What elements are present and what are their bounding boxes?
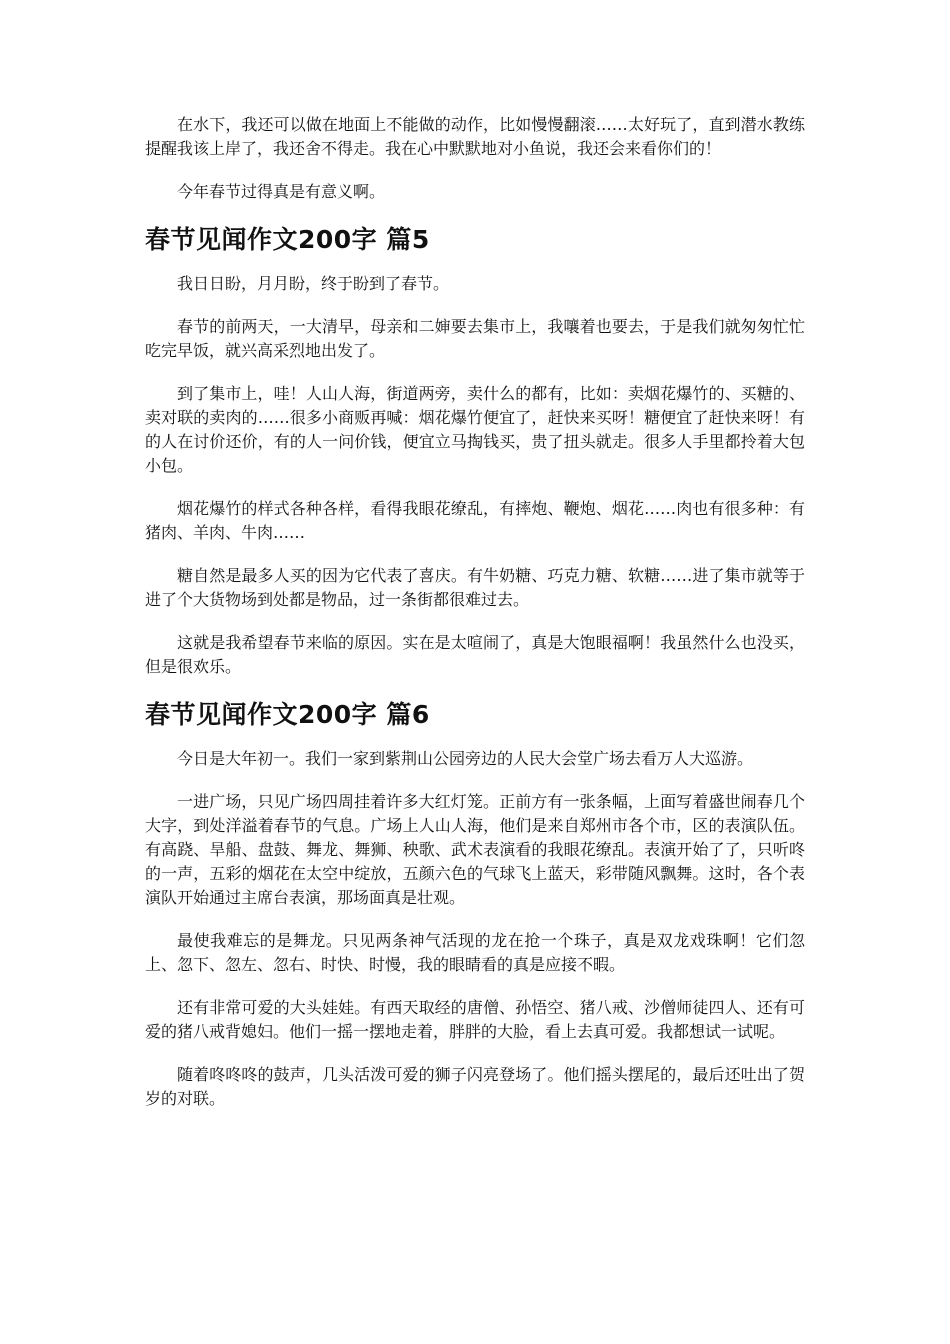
paragraph: 糖自然是最多人买的因为它代表了喜庆。有牛奶糖、巧克力糖、软糖……进了集市就等于进了个大货物场到处都是物品，过一条街都很难过去。 — [145, 566, 805, 609]
paragraph: 随着咚咚咚的鼓声，几头活泼可爱的狮子闪亮登场了。他们摇头摆尾的，最后还吐出了贺岁的对联。 — [145, 1065, 805, 1108]
paragraph: 春节的前两天，一大清早，母亲和二婶要去集市上，我嚷着也要去，于是我们就匆匆忙忙吃完早饭，就兴高采烈地出发了。 — [145, 317, 805, 360]
section-heading: 春节见闻作文200字 篇6 — [145, 700, 430, 729]
section-heading: 春节见闻作文200字 篇5 — [145, 225, 430, 254]
paragraph: 最使我难忘的是舞龙。只见两条神气活现的龙在抢一个珠子，真是双龙戏珠啊！它们忽上、忽下、忽左、忽右、时快、时慢，我的眼睛看的真是应接不暇。 — [145, 931, 805, 974]
document-page — [145, 113, 805, 1130]
paragraph: 这就是我希望春节来临的原因。实在是太喧闹了，真是大饱眼福啊！我虽然什么也没买，但是很欢乐。 — [145, 633, 805, 676]
paragraph: 到了集市上，哇！人山人海，街道两旁，卖什么的都有，比如：卖烟花爆竹的、买糖的、卖对联的卖肉的……很多小商贩再喊：烟花爆竹便宜了，赶快来买呀！糖便宜了赶快来呀！有的人在讨价还价，有的人一问价钱，便宜立马掏钱买，贵了扭头就走。很多人手里都拎着大包小包。 — [145, 384, 805, 475]
paragraph: 今日是大年初一。我们一家到紫荆山公园旁边的人民大会堂广场去看万人大巡游。 — [177, 749, 754, 768]
paragraph: 在水下，我还可以做在地面上不能做的动作，比如慢慢翻滚……太好玩了，直到潜水教练提醒我该上岸了，我还舍不得走。我在心中默默地对小鱼说，我还会来看你们的！ — [145, 115, 805, 158]
paragraph: 我日日盼，月月盼，终于盼到了春节。 — [177, 274, 450, 293]
paragraph: 今年春节过得真是有意义啊。 — [177, 182, 386, 201]
paragraph: 还有非常可爱的大头娃娃。有西天取经的唐僧、孙悟空、猪八戒、沙僧师徒四人、还有可爱的猪八戒背媳妇。他们一摇一摆地走着，胖胖的大脸，看上去真可爱。我都想试一试呢。 — [145, 998, 805, 1041]
paragraph: 一进广场，只见广场四周挂着许多大红灯笼。正前方有一张条幅，上面写着盛世闹春几个大字，到处洋溢着春节的气息。广场上人山人海，他们是来自郑州市各个市，区的表演队伍。有高跷、旱船、盘鼓、舞龙、舞狮、秧歌、武术表演看的我眼花缭乱。表演开始了了，只听咚的一声，五彩的烟花在太空中绽放，五颜六色的气球飞上蓝天，彩带随风飘舞。这时，各个表演队开始通过主席台表演，那场面真是壮观。 — [145, 792, 805, 907]
paragraph: 烟花爆竹的样式各种各样，看得我眼花缭乱，有摔炮、鞭炮、烟花……肉也有很多种：有猪肉、羊肉、牛肉…… — [145, 499, 805, 542]
